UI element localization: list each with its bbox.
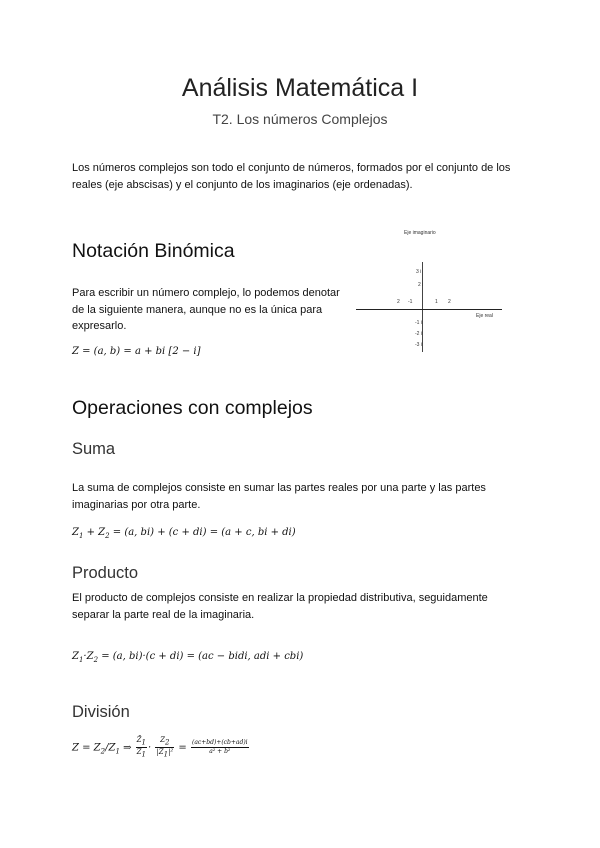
complex-plane-figure bbox=[352, 226, 508, 356]
suma-paragraph: La suma de complejos consiste en sumar las partes reales por una parte y las partes imaginarias por otra parte. bbox=[72, 482, 486, 511]
document-subtitle: T2. Los números Complejos bbox=[212, 111, 388, 127]
division-result-fraction bbox=[191, 739, 249, 756]
division-result-numerator: (ac+bd)+(cb+ad)i bbox=[191, 739, 248, 747]
y-tick-3i: 3 i bbox=[416, 269, 422, 275]
conjugate-fraction: $\frac{Z̄_1}{Z̄_1}$ bbox=[136, 736, 146, 759]
heading-suma: Suma bbox=[72, 440, 116, 458]
division-result-denominator: a² + b² bbox=[209, 748, 231, 756]
x-tick-1: 1 bbox=[435, 299, 438, 305]
suma-formula: $Z_1 + Z_2 = (a$, bi) + (c + di) = (a + c, bi + di) bbox=[72, 527, 296, 540]
y-tick-2i: 2 i bbox=[418, 282, 424, 288]
x-axis-line bbox=[356, 309, 502, 310]
binomica-paragraph: Para escribir un número complejo, lo podemos denotar de la siguiente manera, aunque no es la única para expresarlo. bbox=[72, 287, 340, 332]
modulus-fraction: $\frac{Z_2}{|Z_1|^2}$ bbox=[156, 736, 174, 759]
heading-division: División bbox=[72, 703, 130, 721]
x-tick-2: 2 bbox=[397, 299, 400, 305]
document-title: Análisis Matemática I bbox=[181, 74, 419, 102]
producto-formula-right: = (a, bi)·(c + di) = (ac − bidi, adi + cbi) bbox=[101, 651, 304, 662]
heading-notacion-binomica: Notación Binómica bbox=[72, 240, 235, 262]
heading-producto: Producto bbox=[72, 564, 139, 582]
y-axis-line bbox=[422, 262, 423, 352]
producto-paragraph: El producto de complejos consiste en realizar la propiedad distributiva, seguidamente separar la parte real de la imaginaria. bbox=[72, 592, 488, 621]
x-tick-2-right: 2 bbox=[448, 299, 451, 305]
intro-paragraph: Los números complejos son todo el conjunto de números, formados por el conjunto de los reales (eje abscisas) y el conjunto de los imaginarios (eje ordenadas). bbox=[72, 162, 511, 191]
y-tick-neg3i: -3 i bbox=[415, 342, 422, 348]
division-formula: $Z = Z_2/Z_1$ ⇒ $\frac{Z̄_1}{Z̄_1}$ · $\frac{Z_2}{|Z_1|^2}$ = $\frac{(ac+bd)+(cb+ad)i}{\text{a² + b²}}$ bbox=[72, 736, 248, 759]
y-tick-neg2i: -2 i bbox=[415, 331, 422, 337]
x-axis-label: Eje real bbox=[476, 313, 493, 319]
binomica-formula: Z = (a, b) = a + bi [2 − i] bbox=[72, 346, 201, 357]
y-tick-neg1i: -1 i bbox=[415, 320, 422, 326]
heading-operaciones: Operaciones con complejos bbox=[72, 397, 313, 419]
division-formula-left: Z = Z bbox=[72, 742, 101, 754]
suma-formula-right: = (a, bi) + (c + di) = (a + c, bi + di) bbox=[112, 527, 296, 538]
y-axis-label: Eje imaginario bbox=[404, 230, 436, 236]
producto-formula: $Z_1\cdot Z_2 = (a$, bi)·(c + di) = (ac − bidi, adi + cbi) bbox=[72, 651, 304, 664]
x-tick-neg1: -1 bbox=[408, 299, 413, 305]
